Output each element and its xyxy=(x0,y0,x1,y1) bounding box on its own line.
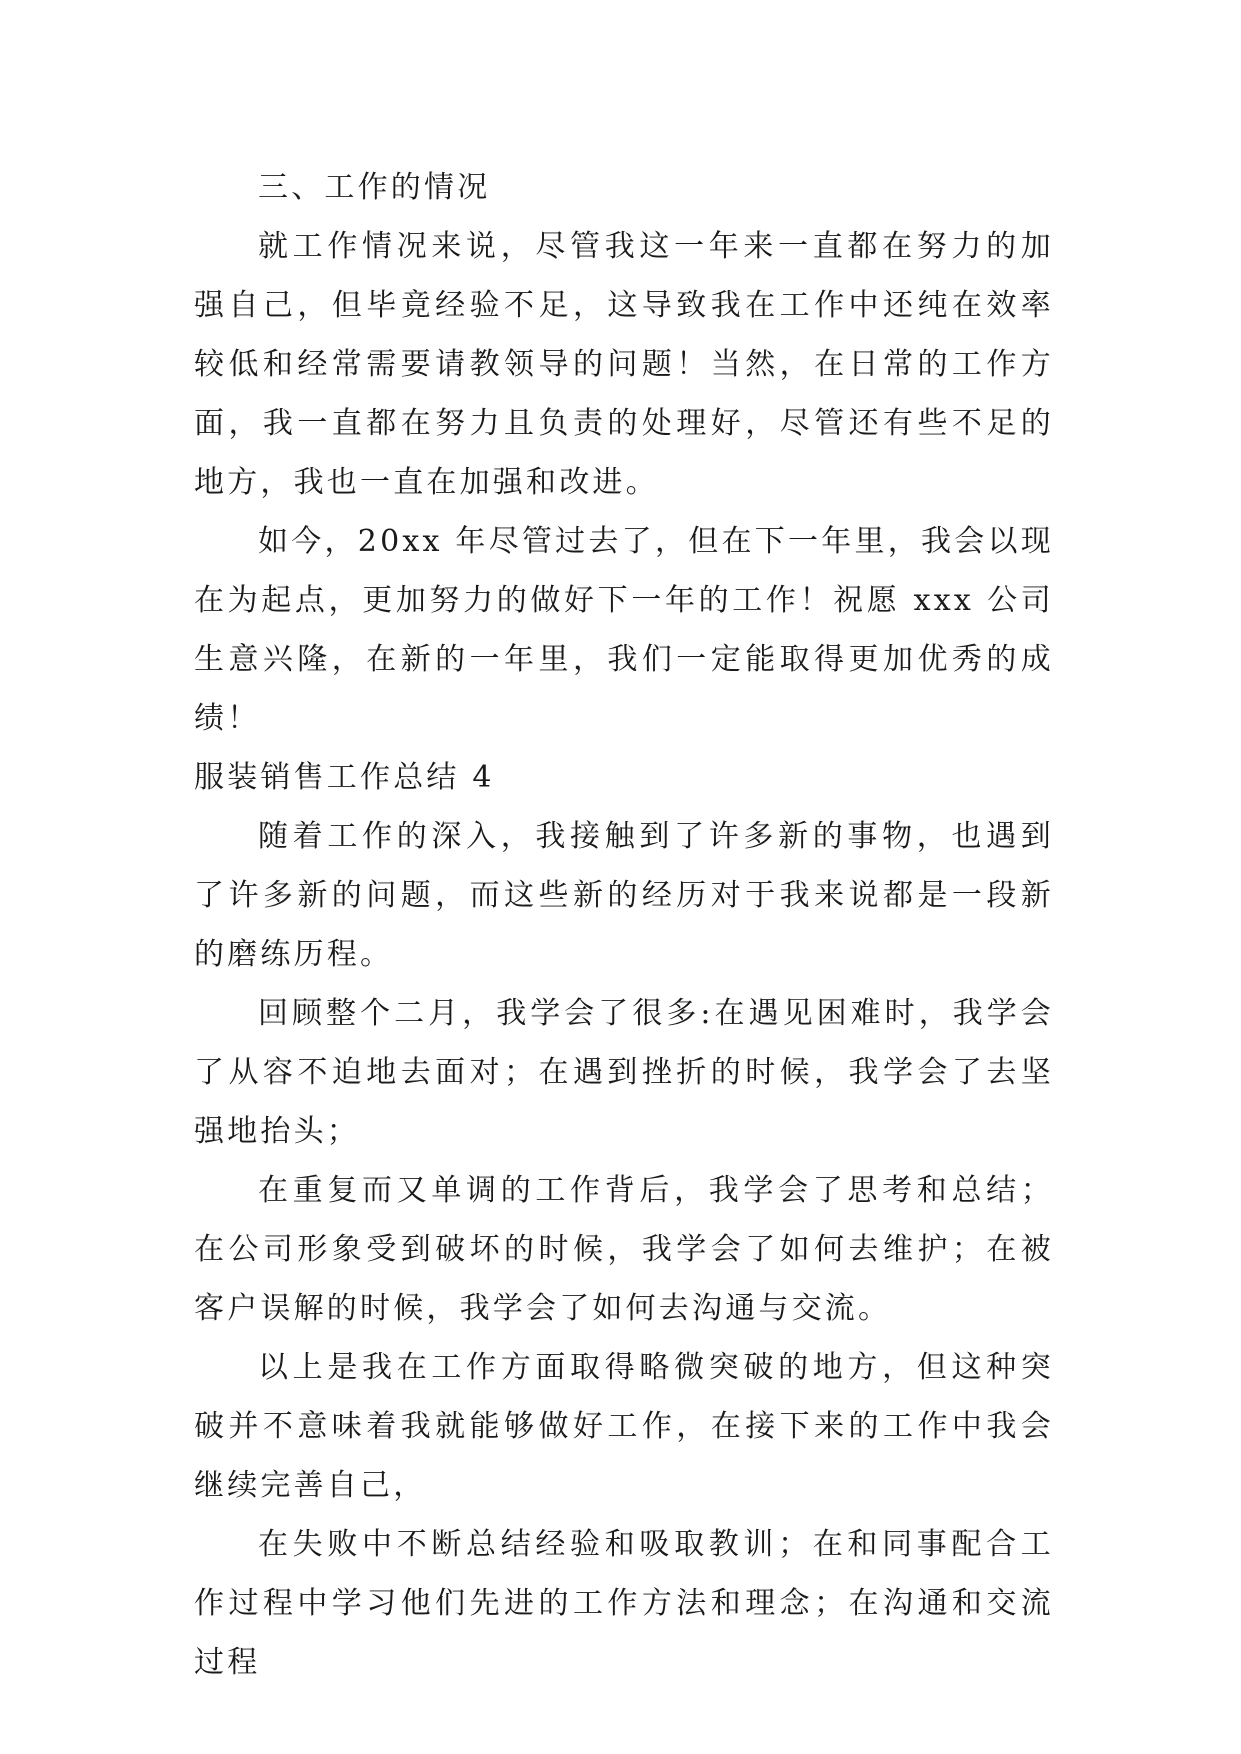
section-heading: 三、工作的情况 xyxy=(258,170,491,205)
document-body xyxy=(194,158,1054,1692)
paragraph: 回顾整个二月，我学会了很多:在遇见困难时，我学会了从容不迫地去面对；在遇到挫折的时候，我学会了去坚强地抬头； xyxy=(194,996,1054,1149)
document-title: 服装销售工作总结 4 xyxy=(194,760,495,795)
paragraph: 如今，20xx 年尽管过去了，但在下一年里，我会以现在为起点，更加努力的做好下一年的工作！祝愿 xxx 公司生意兴隆，在新的一年里，我们一定能取得更加优秀的成绩！ xyxy=(194,524,1054,736)
paragraph: 在失败中不断总结经验和吸取教训；在和同事配合工作过程中学习他们先进的工作方法和理念；在沟通和交流过程 xyxy=(194,1527,1054,1680)
paragraph: 随着工作的深入，我接触到了许多新的事物，也遇到了许多新的问题，而这些新的经历对于我来说都是一段新的磨练历程。 xyxy=(194,819,1054,972)
paragraph: 以上是我在工作方面取得略微突破的地方，但这种突破并不意味着我就能够做好工作，在接下来的工作中我会继续完善自己， xyxy=(194,1350,1054,1503)
paragraph: 就工作情况来说，尽管我这一年来一直都在努力的加强自己，但毕竟经验不足，这导致我在工作中还纯在效率较低和经常需要请教领导的问题！当然，在日常的工作方面，我一直都在努力且负责的处理好，尽管还有些不足的地方，我也一直在加强和改进。 xyxy=(194,229,1054,500)
paragraph: 在重复而又单调的工作背后，我学会了思考和总结；在公司形象受到破坏的时候，我学会了如何去维护；在被客户误解的时候，我学会了如何去沟通与交流。 xyxy=(194,1173,1054,1326)
